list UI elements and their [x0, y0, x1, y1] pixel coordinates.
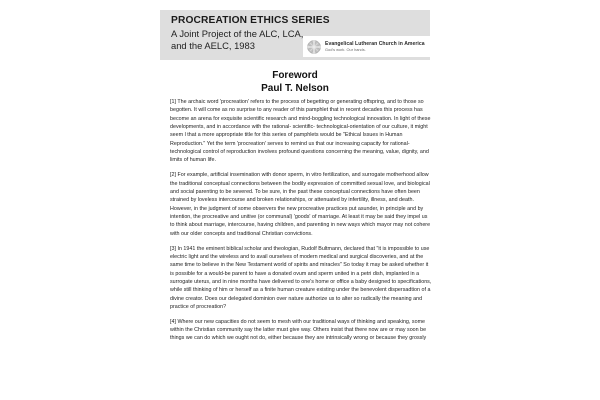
- elca-logo-lockup: [303, 36, 430, 57]
- elca-globe-cross-icon: [307, 40, 321, 54]
- elca-tagline: God's work. Our hands.: [325, 47, 366, 52]
- title-author: Paul T. Nelson: [261, 82, 329, 94]
- series-subtitle-line-1: A Joint Project of the ALC, LCA,: [171, 27, 304, 39]
- paragraph-2: [2] For example, artificial insemination with donor sperm, in vitro fertilization, and surrogate motherhood allow the traditional conceptual connections between the bodily expression of committed sexual love, and biological and social parenting to be severed. To be sure, in the past these conceptual connections have often been strained by loveless intercourse and broken relationships, or attenuated by infertility, illness, and death. However, in the judgment of some observers the new procreative practices put asunder, in principle and by intention, the procreative and unitive (or communal) 'goods' of marriage. At least it may be said they impel us to think about marriage, intercourse, having children, and parenting in new ways which mayor may not cohere with our older concepts and traditional Christian convictions.: [170, 172, 431, 237]
- elca-logo-text: [325, 41, 425, 52]
- title-heading: Foreword: [272, 70, 318, 81]
- paragraph-1: [1] The archaic word 'procreation' refers to the process of begetting or generating offspring, and to those so begotten. It will come as no surprise to any reader of this pamphlet that in recent decades this process has become an arena for exquisite scientific research and mind-boggling technological innovation. In light of these developments, and in accordance with the rational- scientific- technological-orientation of our culture, it might seem l that a more appropriate title for this series of pamphlets would be "Ethical Issues in Human Reproduction." Yet the term 'procreation' serves to remind us that our increasing capacity for rational-technological control of reproduction involves profound questions concerning the meaning, value, dignity, and limits of human life.: [170, 99, 431, 164]
- series-title: PROCREATION ETHICS SERIES: [171, 15, 330, 26]
- elca-name: Evangelical Lutheran Church in America: [325, 40, 425, 47]
- paragraph-3: [3] In 1941 the eminent biblical scholar and theologian, Rudolf Bultmann, declared that "it is impossible to use electric light and the wireless and to avail ourselves of modern medical and surgical discoveries, and at the same time to believe in the New Testament world of spirits and miracles" So today it may be asked whether it is possible for a would-be parent to have a donated ovum and sperm united in a petri dish, implanted in a surrogate uterus, and in nine months have delivered to one's home or office a baby designed to specifications, while still thinking of him or herself as a finite human creature existing under the benevolent dispersadtion of a divine creator. Does our delegated dominion over nature authorize us to alter so radically the meaning and practice of procreation?: [170, 245, 432, 310]
- series-subtitle-line-2: and the AELC, 1983: [171, 39, 255, 51]
- page-title: [160, 70, 430, 95]
- body-text-column: [170, 98, 432, 349]
- paragraph-4: [4] Where our new capacities do not seem to mesh with our traditional ways of thinking and speaking, some within the Christian community say the latter must give way. Others insist that there now are or may soon be things we can do which we ought not do, either because they are intrinsically wrong or because they grossly: [170, 318, 427, 342]
